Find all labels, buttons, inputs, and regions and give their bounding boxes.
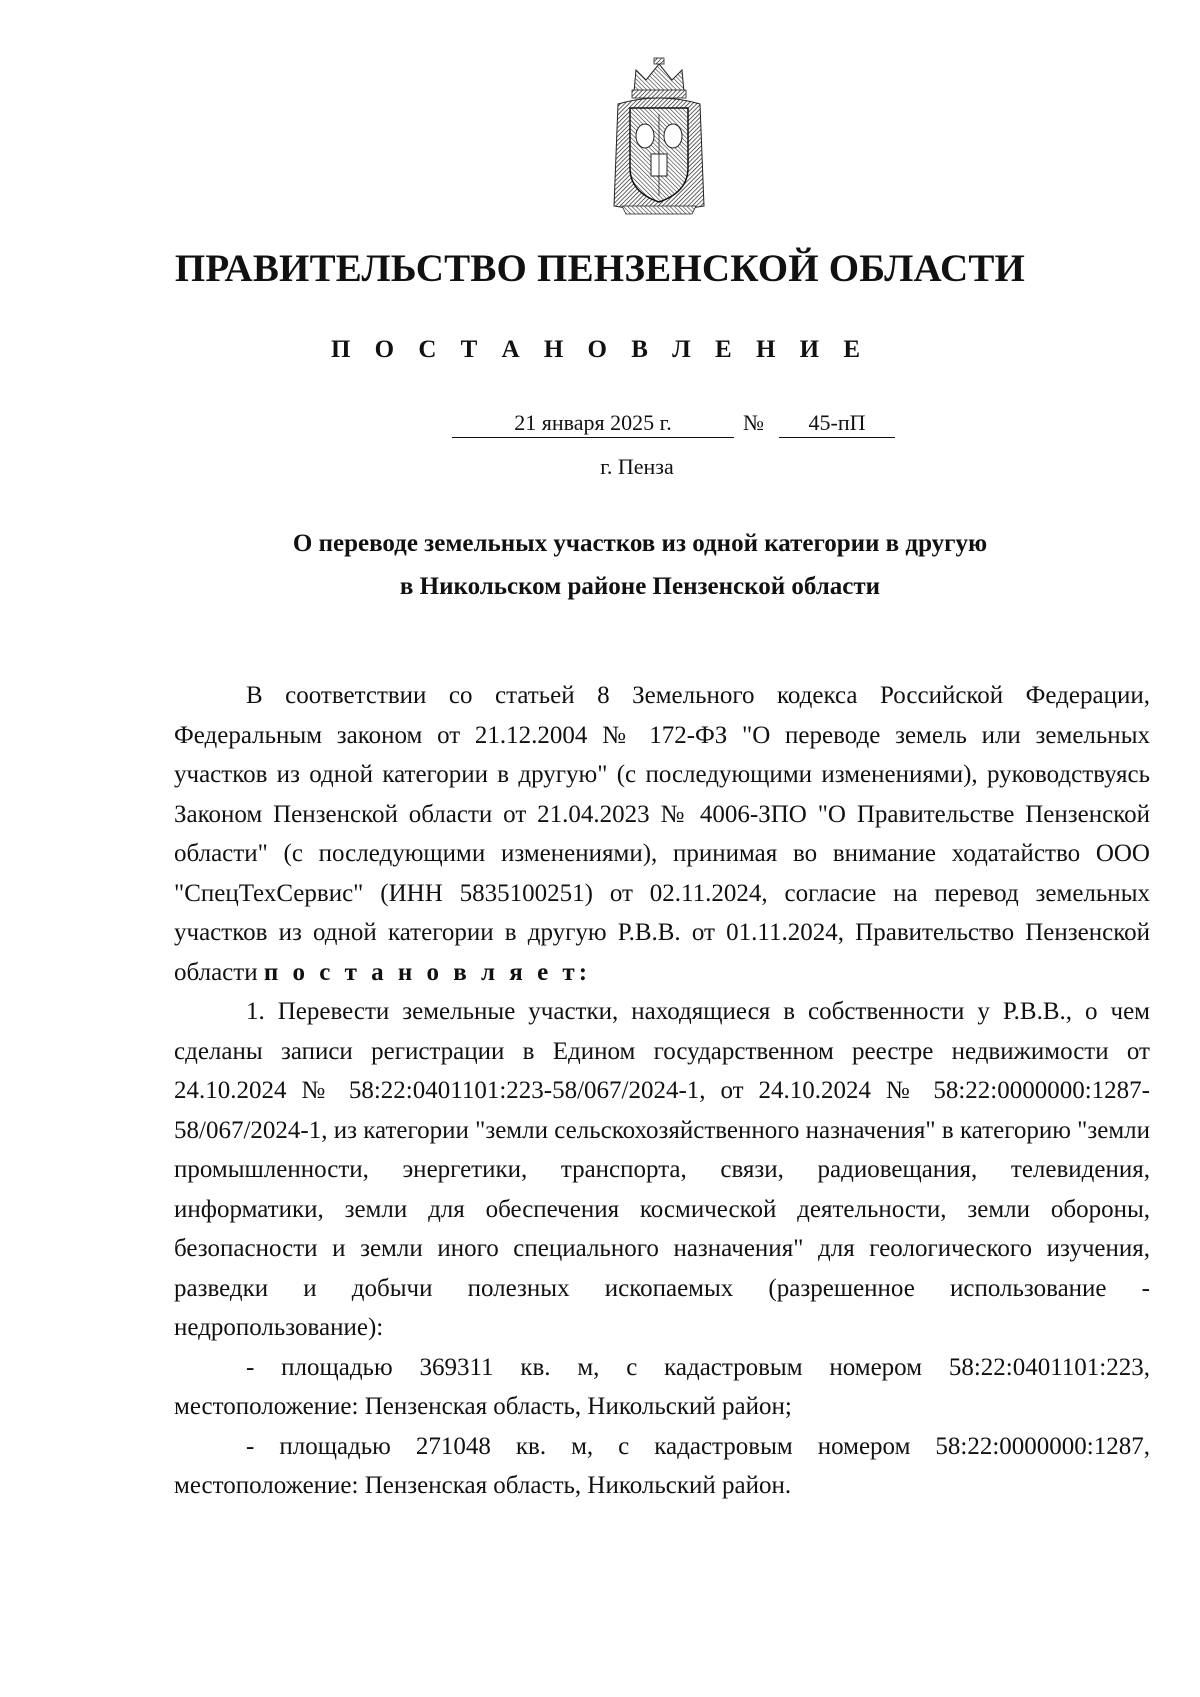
resolves-word: п о с т а н о в л я е т:	[263, 958, 592, 986]
preamble-text: В соответствии со статьей 8 Земельного кодекса Российской Федерации, Федеральным законом от 21.12.2004 № 172-ФЗ "О переводе земель или земельных участков из одной категории в другую" (с последующими изменениями), руководствуясь Законом Пензенской области от 21.04.2023 № 4006-ЗПО "О Правительстве Пензенской области" (с последующими изменениями), принимая во внимание ходатайство ООО "СпецТехСервис" (ИНН 5835100251) от 02.11.2024, согласие на перевод земельных участков из одной категории в другую Р.В.В. от 01.11.2024, Правительство Пензенской области	[174, 682, 1150, 986]
subject-line-1: О переводе земельных участков из одной категории в другую	[292, 530, 988, 557]
government-title: ПРАВИТЕЛЬСТВО ПЕНЗЕНСКОЙ ОБЛАСТИ	[174, 247, 1026, 290]
document-date: 21 января 2025 г.	[452, 410, 734, 438]
subject-line-2: в Никольском районе Пензенской области	[399, 573, 881, 600]
document-number: 45-пП	[779, 410, 895, 438]
preamble-paragraph	[174, 676, 1150, 992]
document-subject	[0, 522, 1200, 608]
number-sign: №	[743, 410, 764, 435]
city: г. Пенза	[600, 454, 674, 479]
document-type: П О С Т А Н О В Л Е Н И Е	[330, 336, 870, 363]
penza-region-coat-of-arms-icon	[604, 56, 714, 216]
item-1-paragraph: 1. Перевести земельные участки, находящиеся в собственности у Р.В.В., о чем сделаны записи регистрации в Едином государственном реестре недвижимости от 24.10.2024 № 58:22:0401101:223-58/067/2024-1, от 24.10.2024 № 58:22:0000000:1287-58/067/2024-1, из категории "земли сельскохозяйственного назначения" в категорию "земли промышленности, энергетики, транспорта, связи, радиовещания, телевидения, информатики, земли для обеспечения космической деятельности, земли обороны, безопасности и земли иного специального назначения" для геологического изучения, разведки и добычи полезных ископаемых (разрешенное использование - недропользование):	[174, 998, 1150, 1341]
plot-1-paragraph: - площадью 369311 кв. м, с кадастровым номером 58:22:0401101:223, местоположение: Пензенская область, Никольский район;	[174, 1353, 1150, 1420]
document-body	[174, 676, 1150, 1506]
date-number-line	[0, 410, 1200, 450]
plot-2-paragraph: - площадью 271048 кв. м, с кадастровым номером 58:22:0000000:1287, местоположение: Пензенская область, Никольский район.	[174, 1432, 1150, 1499]
